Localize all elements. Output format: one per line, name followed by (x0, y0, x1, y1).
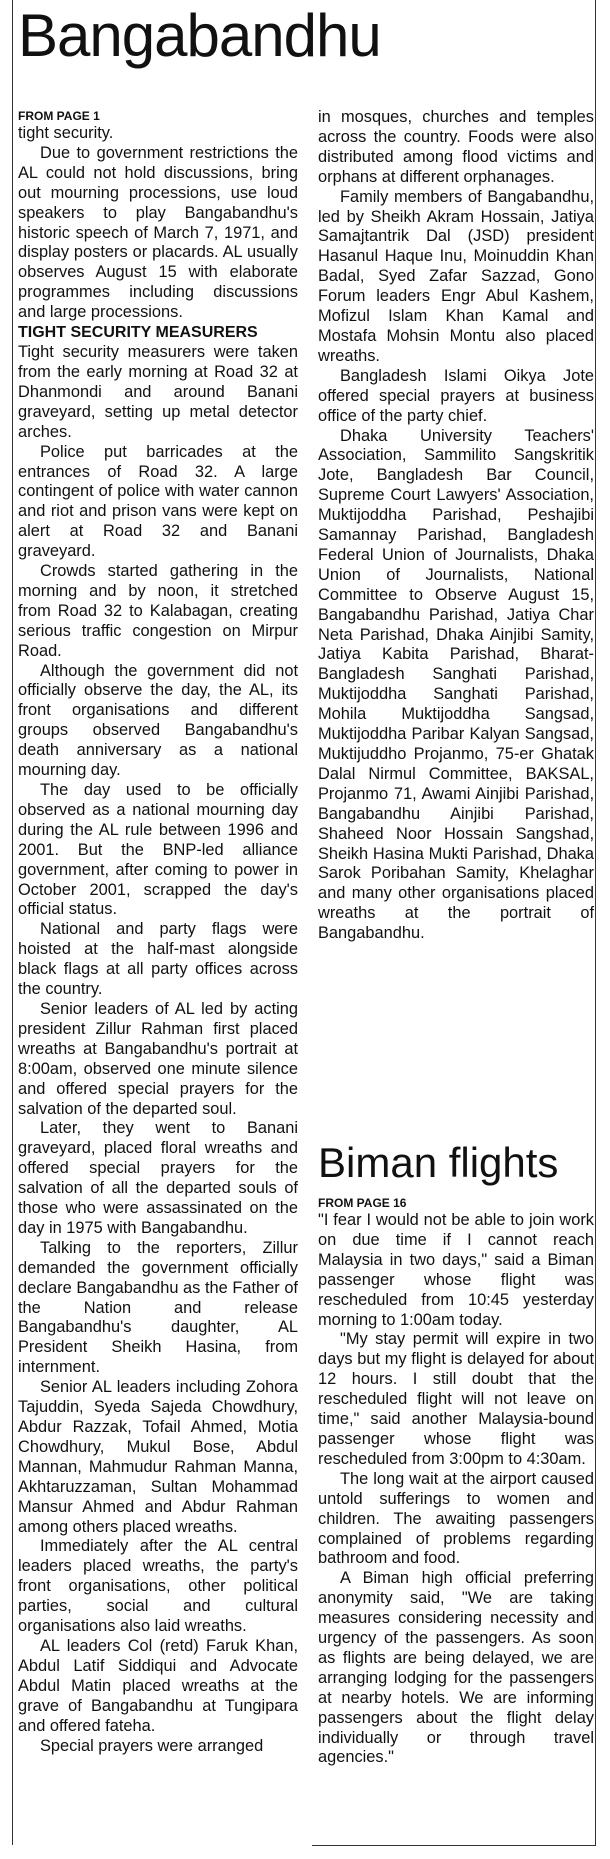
paragraph: Tight security measurers were taken from the early morning at Road 32 at Dhanmondi and around Banani graveyard, setting up metal detector arches. (18, 343, 298, 441)
paragraph: Family members of Bangabandhu, led by Sheikh Akram Hossain, Jatiya Samajtantrik Dal (JSD) president Hasanul Haque Inu, Moinuddin Khan Badal, Syed Zafar Sazzad, Gono Forum leaders Engr Abul Kashem, Mofizul Islam Khan Kamal and Mostafa Mohsin Montu also placed wreaths. (318, 187, 594, 365)
paragraph: Although the government did not officially observe the day, the AL, its front organisations and different groups observed Bangabandhu's death anniversary as a national mourning day. (18, 661, 298, 780)
paragraph: Talking to the reporters, Zillur demanded the government officially declare Bangabandhu as the Father of the Nation and release Bangabandhu's daughter, AL President Sheikh Hasina, from internment. (18, 1238, 298, 1377)
paragraph: Senior AL leaders including Zohora Tajuddin, Syeda Sajeda Chowdhury, Abdur Razzak, Tofail Ahmed, Motia Chowdhury, Mukul Bose, Abdul Mannan, Mahmudur Rahman Manna, Akhtaruzzaman, Sultan Mohammad Mansur Ahmed and Abdur Rahman among others placed wreaths. (18, 1378, 298, 1536)
paragraph: Due to government restrictions the AL could not hold discussions, bring out mourning processions, use loud speakers to play Bangabandhu's historic speech of March 7, 1971, and display posters or placards. AL usually observes August 15 with elaborate programmes including discussions and large processions. (18, 143, 298, 322)
paragraph: The long wait at the airport caused untold sufferings to women and children. The awaiting passengers complained of problems regarding bathroom and food. (318, 1469, 594, 1568)
article1-column-1 (18, 108, 298, 1756)
bottom-rule (312, 1845, 596, 1846)
paragraph: A Biman high official preferring anonymity said, "We are taking measures considering necessity and urgency of the passengers. As soon as flights are being delayed, we are arranging lodging for the passengers at nearby hotels. We are informing passengers about the flight delay individually or through travel agencies." (318, 1569, 594, 1767)
paragraph: "I fear I would not be able to join work on due time if I cannot reach Malaysia in two days," said a Biman passenger whose flight was rescheduled from 10:45 yesterday morning to 1:00am today. (318, 1211, 594, 1329)
paragraph: Bangladesh Islami Oikya Jote offered special prayers at business office of the party chief. (318, 366, 594, 425)
paragraph: AL leaders Col (retd) Faruk Khan, Abdul Latif Siddiqui and Advocate Abdul Matin placed wreaths at the grave of Bangabandhu at Tungipara and offered fateha. (18, 1636, 298, 1735)
article1-column-2 (318, 108, 594, 944)
paragraph: Special prayers were arranged (40, 1736, 264, 1755)
left-column-rule (12, 0, 13, 1845)
paragraph: Senior leaders of AL led by acting president Zillur Rahman first placed wreaths at Bangabandhu's portrait at 8:00am, observed one minute silence and offered special prayers for the salvation of the departed soul. (18, 999, 298, 1118)
article2-body (318, 1195, 594, 1768)
subheading: TIGHT SECURITY MEASURERS (18, 324, 258, 342)
paragraph: National and party flags were hoisted at the half-mast alongside black flags at all party offices across the country. (18, 920, 298, 999)
paragraph: Later, they went to Banani graveyard, placed floral wreaths and offered special prayers for the salvation of all the departed souls of those who were assassinated on the day in 1975 with Bangabandhu. (18, 1119, 298, 1237)
paragraph: Dhaka University Teachers' Association, Sammilito Sangskritik Jote, Bangladesh Bar Council, Supreme Court Lawyers' Association, Muktijoddha Parishad, Peshajibi Samannay Parishad, Bangladesh Federal Union of Journalists, Dhaka Union of Journalists, National Committee to Observe August 15, Bangabandhu Parishad, Jatiya Char Neta Parishad, Dhaka Ainjibi Samity, Jatiya Kabita Parishad, Bharat-Bangladesh Sanghati Parishad, Muktijoddha Sanghati Parishad, Mohila Muktijoddha Sangsad, Muktijoddha Paribar Kalyan Sangsad, Muktijuddho Projanmo, 75-er Ghatak Dalal Nirmul Committee, BAKSAL, Projanmo 71, Awami Ainjibi Parishad, Bangabandhu Ainjibi Parishad, Shaheed Noor Hossain Sangshad, Sheikh Hasina Mukti Parishad, Dhaka Sarok Poribahan Samity, Khelaghar and many other organisations placed wreaths at the portrait of Bangabandhu. (318, 426, 594, 943)
continued-from-label: FROM PAGE 16 (318, 1196, 407, 1210)
paragraph: Immediately after the AL central leaders placed wreaths, the party's front organisations, other political parties, social and cultural organisations also laid wreaths. (18, 1537, 298, 1636)
paragraph: "My stay permit will expire in two days but my flight is delayed for about 12 hours. I still doubt that the rescheduled flight will not leave on time," said another Malaysia-bound passenger whose flight was rescheduled from 3:00pm to 4:30am. (318, 1330, 594, 1468)
headline-biman-flights: Biman flights (318, 1139, 559, 1186)
paragraph: Crowds started gathering in the morning and by noon, it stretched from Road 32 to Kalabagan, creating serious traffic congestion on Mirpur Road. (18, 562, 298, 660)
headline-bangabandhu: Bangabandhu (18, 2, 381, 69)
paragraph: in mosques, churches and temples across the country. Foods were also distributed among flood victims and orphans at different orphanages. (318, 108, 594, 186)
paragraph: tight security. (18, 124, 114, 142)
paragraph: The day used to be officially observed as a national mourning day during the AL rule between 1996 and 2001. But the BNP-led alliance government, after coming to power in October 2001, scrapped the day's official status. (18, 781, 298, 919)
paragraph: Police put barricades at the entrances of Road 32. A large contingent of police with water cannon and riot and prison vans were kept on alert at Road 32 and Banani graveyard. (18, 442, 298, 561)
right-column-rule (595, 0, 596, 1845)
continued-from-label: FROM PAGE 1 (18, 109, 100, 123)
